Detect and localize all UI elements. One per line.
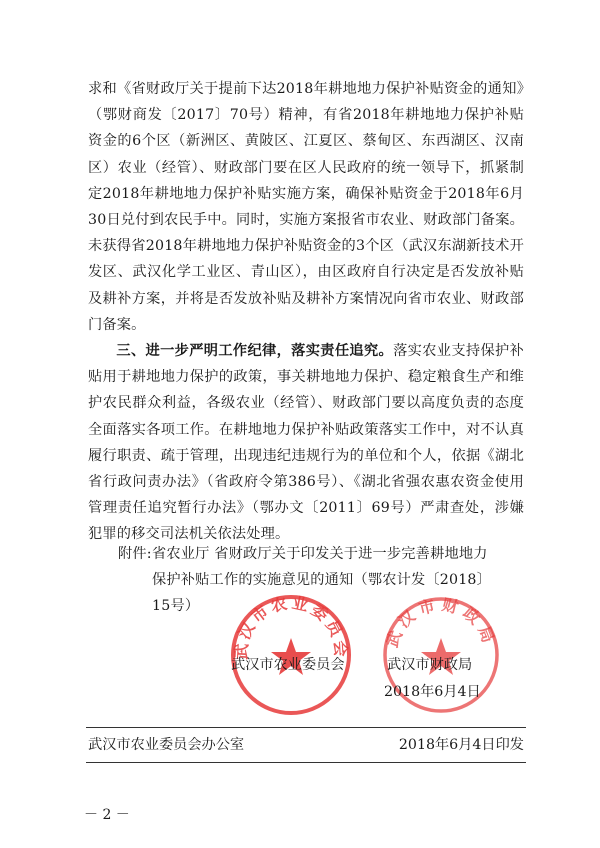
page-number: － 2 －	[84, 807, 130, 823]
signature-finance-bureau: 武汉市财政局	[387, 657, 473, 673]
seal-left-text: 武汉市农业委员会	[231, 593, 351, 661]
document-body	[88, 76, 524, 548]
attachment-line-1: 省农业厅 省财政厅关于印发关于进一步完善耕地地力	[152, 546, 488, 562]
attachment-line-2: 保护补贴工作的实施意见的通知（鄂农计发〔2018〕	[152, 572, 492, 589]
signature-agriculture-committee: 武汉市农业委员会	[231, 657, 345, 673]
seal-right-text: 武汉市财政局	[382, 594, 500, 650]
section-text: 落实农业支持保护补贴用于耕地地力保护的政策，事关耕地地力保护、稳定粮食生产和维护农民群众利益，各级农业（经管）、财政部门要以高度负责的态度全面落实各项工作。在耕地地力保护补贴政策落实工作中，对不认真履行职责、疏于管理，出现违纪违规行为的单位和个人，依据《湖北省行政问责办法》（省政府令第386号）、《湖北省强农惠农资金使用管理责任追究暂行办法》（鄂办文〔2011〕69号）严肃查处，涉嫌犯罪的移交司法机关依法处理。	[88, 343, 524, 543]
footer-office: 武汉市农业委员会办公室	[88, 737, 245, 753]
paragraph-section-three	[88, 338, 524, 548]
attachment-line-3: 15号）	[152, 598, 200, 615]
footer-top-rule	[86, 727, 526, 728]
footer-print-date: 2018年6月4日印发	[398, 737, 524, 753]
footer-bottom-rule	[86, 762, 526, 763]
signature-date: 2018年6月4日	[384, 684, 481, 700]
section-heading: 三、进一步严明工作纪律，落实责任追究。	[116, 343, 394, 360]
paragraph-continuation: 求和《省财政厅关于提前下达2018年耕地地力保护补贴资金的通知》（鄂财商发〔2017〕70号）精神，有省2018年耕地地力保护补贴资金的6个区（新洲区、黄陂区、江夏区、蔡甸区、东西湖区、汉南区）农业（经管）、财政部门要在区人民政府的统一领导下，抓紧制定2018年耕地地力保护补贴实施方案，确保补贴资金于2018年6月30日兑付到农民手中。同时，实施方案报省市农业、财政部门备案。未获得省2018年耕地地力保护补贴资金的3个区（武汉东湖新技术开发区、武汉化学工业区、青山区），由区政府自行决定是否发放补贴及耕补方案，并将是否发放补贴及耕补方案情况向省市农业、财政部门备案。	[88, 81, 524, 333]
attachment-label: 附件:	[118, 546, 152, 562]
